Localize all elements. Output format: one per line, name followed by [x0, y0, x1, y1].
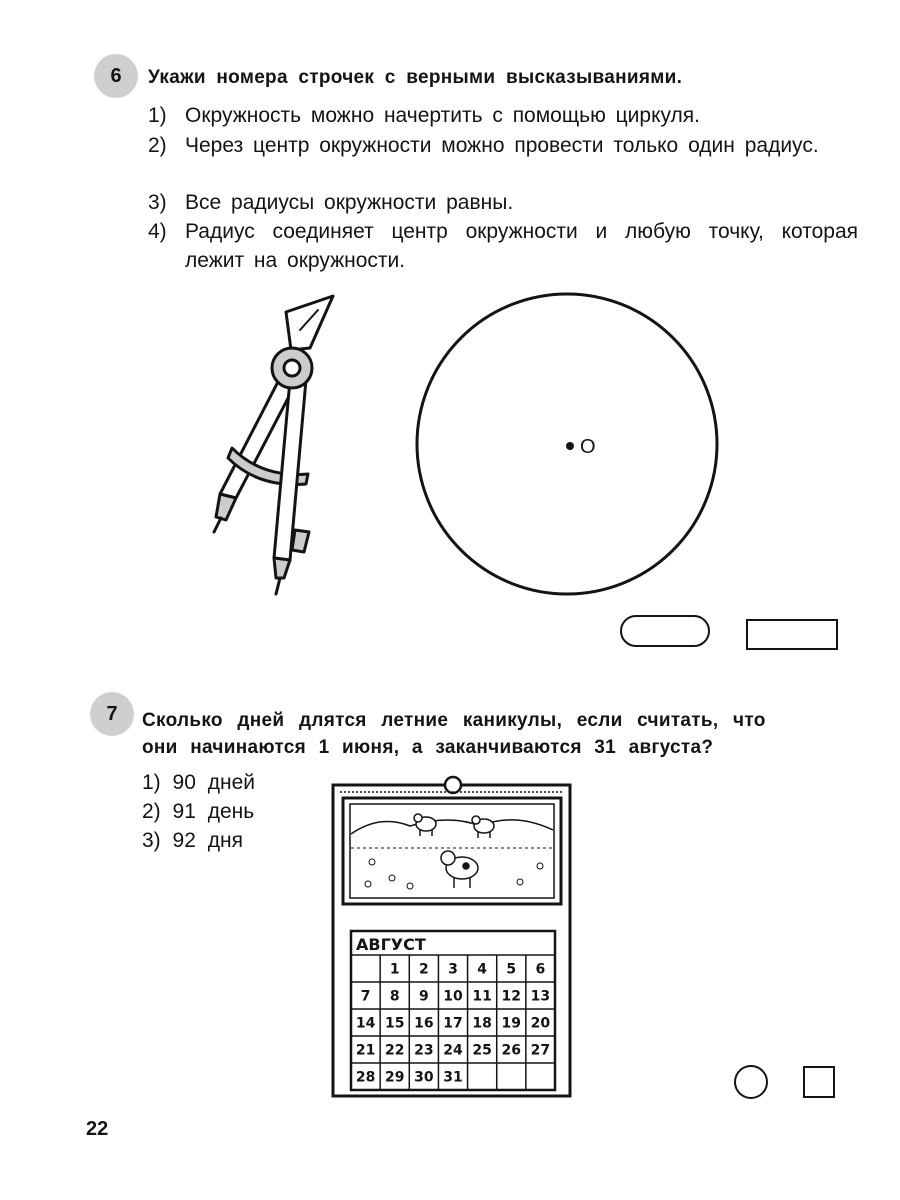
statement-text: Окружность можно начертить с помощью циркуля.	[185, 104, 701, 127]
calendar-ring	[445, 777, 461, 793]
calendar-day: 25	[472, 1042, 492, 1059]
option-text: 90 дней	[172, 771, 255, 794]
answer-circle-field[interactable]	[734, 1065, 768, 1099]
option-text: 91 день	[172, 800, 255, 823]
calendar-day: 31	[443, 1069, 463, 1086]
calendar-day: 2	[418, 961, 429, 978]
task-7-title-line-1: Сколько дней длятся летние каникулы, если считать, что	[142, 710, 766, 731]
calendar-day: 29	[384, 1069, 405, 1086]
calendar-day: 12	[501, 988, 522, 1005]
calendar-day: 7	[360, 988, 371, 1005]
calendar-day: 24	[443, 1042, 463, 1059]
page-number: 22	[86, 1118, 109, 1140]
calendar-day: 4	[477, 961, 488, 978]
calendar-day: 30	[414, 1069, 434, 1086]
calendar-day: 13	[530, 988, 551, 1005]
calendar-day: 20	[530, 1015, 551, 1032]
task-6-number: 6	[110, 64, 122, 87]
statement-number: 4)	[148, 220, 167, 243]
calendar-day: 16	[414, 1015, 434, 1032]
calendar-day: 28	[355, 1069, 376, 1086]
calendar-day: 22	[384, 1042, 405, 1059]
statement-number: 3)	[148, 191, 167, 214]
calendar-day: 1	[389, 961, 400, 978]
option-number: 1)	[142, 771, 161, 794]
calendar-day: 14	[355, 1015, 376, 1032]
calendar-day: 6	[535, 961, 546, 978]
calendar-day: 9	[418, 988, 429, 1005]
calendar-day: 5	[506, 961, 517, 978]
calendar-day: 11	[472, 988, 492, 1005]
statement-number: 1)	[148, 104, 167, 127]
calendar-day: 17	[443, 1015, 463, 1032]
calendar-month: АВГУСТ	[356, 935, 426, 954]
task-6-title: Укажи номера строчек с верными высказываниями.	[148, 67, 683, 88]
calendar-day: 10	[443, 988, 463, 1005]
calendar-day: 27	[530, 1042, 551, 1059]
calendar-day: 26	[501, 1042, 522, 1059]
statement-text: Через центр окружности можно провести только один радиус.	[185, 134, 819, 157]
statement-number: 2)	[148, 134, 167, 157]
calendar-day: 19	[501, 1015, 522, 1032]
statement-text: Все радиусы окружности равны.	[185, 191, 514, 214]
answer-square-field[interactable]	[803, 1066, 835, 1098]
calendar-day: 18	[472, 1015, 492, 1032]
calendar-day: 21	[355, 1042, 376, 1059]
calendar-day: 8	[389, 988, 400, 1005]
task-7-number: 7	[106, 702, 118, 725]
calendar-day: 15	[384, 1015, 405, 1032]
statement-text: Радиус соединяет центр окружности и любую точку, которая лежит на окружности.	[185, 220, 858, 272]
option-number: 2)	[142, 800, 161, 823]
calendar-day: 23	[414, 1042, 434, 1059]
option-number: 3)	[142, 829, 161, 852]
center-label: O	[580, 436, 596, 458]
task-7-title-line-2: они начинаются 1 июня, а заканчиваются 31 августа?	[142, 737, 714, 758]
calendar-picture-frame	[343, 798, 561, 904]
calendar-day: 3	[448, 961, 458, 978]
option-text: 92 дня	[172, 829, 243, 852]
